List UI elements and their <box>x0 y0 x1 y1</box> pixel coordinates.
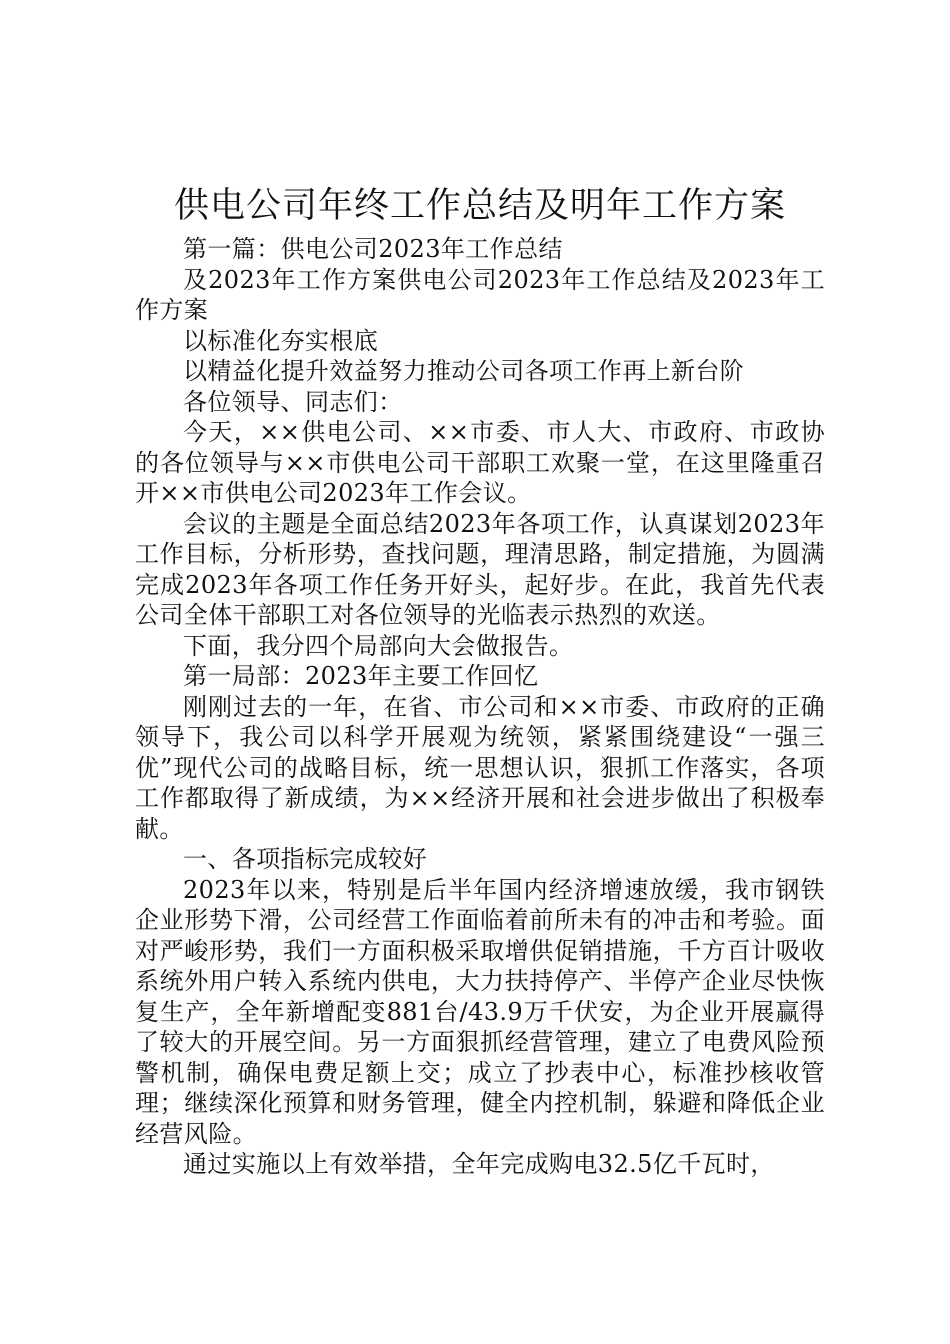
paragraph-slogan-1: 以标准化夯实根底 <box>183 326 379 355</box>
document-page <box>135 180 825 1180</box>
section-heading-part-one: 第一局部：2023年主要工作回忆 <box>183 662 539 690</box>
paragraph-salutation: 各位领导、同志们： <box>183 387 403 416</box>
paragraph-results: 通过实施以上有效举措，全年完成购电32.5亿千瓦时， <box>183 1150 775 1178</box>
paragraph-opening: 今天，××供电公司、××市委、市人大、市政府、市政协的各位领导与××市供电公司干部职工欢聚一堂，在这里隆重召开××市供电公司2023年工作会议。 <box>135 418 825 507</box>
document-title: 供电公司年终工作总结及明年工作方案 <box>173 186 786 226</box>
subsection-heading-indicators: 一、各项指标完成较好 <box>183 845 427 873</box>
paragraph-indicators-detail: 2023年以来，特别是后半年国内经济增速放缓，我市钢铁企业形势下滑，公司经营工作面临着前所未有的冲击和考验。面对严峻形势，我们一方面积极采取增供促销措施，千方百计吸收系统外用户转入系统内供电，大力扶持停产、半停产企业尽快恢复生产，全年新增配变881台/43.9万千伏安，为企业开展赢得了较大的开展空间。另一方面狠抓经营管理，建立了电费风险预警机制，确保电费足额上交；成立了抄表中心，标准抄核收管理；继续深化预算和财务管理，健全内控机制，躲避和降低企业经营风险。 <box>135 875 825 1148</box>
paragraph-chapter-subtitle: 及2023年工作方案供电公司2023年工作总结及2023年工作方案 <box>135 265 825 324</box>
paragraph-year-review: 刚刚过去的一年，在省、市公司和××市委、市政府的正确领导下，我公司以科学开展观为统领，紧紧围绕建设“一强三优”现代公司的战略目标，统一思想认识，狠抓工作落实，各项工作都取得了新成绩，为××经济开展和社会进步做出了积极奉献。 <box>135 692 825 843</box>
paragraph-meeting-theme: 会议的主题是全面总结2023年各项工作，认真谋划2023年工作目标，分析形势，查找问题，理清思路，制定措施，为圆满完成2023年各项工作任务开好头，起好步。在此，我首先代表公司全体干部职工对各位领导的光临表示热烈的欢送。 <box>135 509 825 629</box>
paragraph-slogan-2: 以精益化提升效益努力推动公司各项工作再上新台阶 <box>183 357 745 385</box>
paragraph-chapter-heading: 第一篇：供电公司2023年工作总结 <box>183 235 563 263</box>
paragraph-report-intro: 下面，我分四个局部向大会做报告。 <box>183 631 574 660</box>
